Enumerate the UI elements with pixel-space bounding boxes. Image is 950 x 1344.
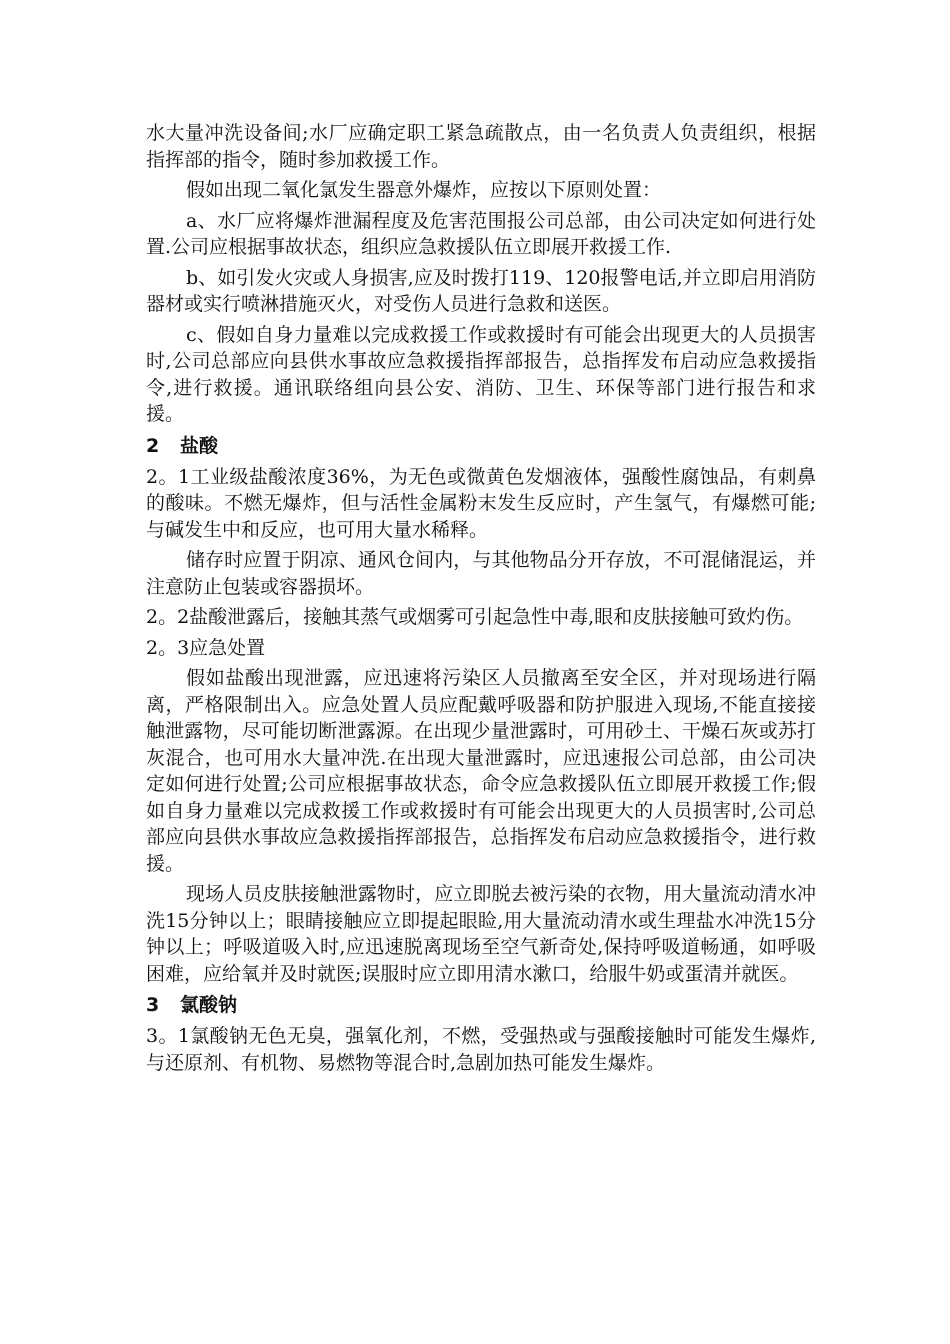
section-number: 2 [146, 434, 160, 457]
document-body [146, 120, 816, 1080]
paragraph-first-aid: 现场人员皮肤接触泄露物时，应立即脱去被污染的衣物，用大量流动清水冲洗15分钟以上；眼睛接触应立即提起眼睑,用大量流动清水或生理盐水冲洗15分钟以上；呼吸道吸入时,应迅速脱离现场至空气新奇处,保持呼吸道畅通，如呼吸困难，应给氧并及时就医;误服时应立即用清水漱口，给服牛奶或蛋清并就医。 [146, 883, 816, 985]
paragraph-explosion-principles: 假如出现二氧化氯发生器意外爆炸，应按以下原则处置： [186, 179, 662, 201]
section-heading-hydrochloric-acid [146, 432, 816, 460]
section-number: 3 [146, 994, 160, 1016]
section-title: 氯酸钠 [180, 994, 238, 1016]
paragraph-item-b: b、如引发火灾或人身损害,应及时拨打119、120报警电话,并立即启用消防器材或实行喷淋措施灭火，对受伤人员进行急救和送医。 [146, 266, 816, 315]
paragraph-3-1: 3。1氯酸钠无色无臭，强氧化剂，不燃，受强热或与强酸接触时可能发生爆炸,与还原剂、有机物、易燃物等混合时,急剧加热可能发生爆炸。 [146, 1025, 816, 1074]
paragraph-item-c: c、假如自身力量难以完成救援工作或救援时有可能会出现更大的人员损害时,公司总部应向县供水事故应急救援指挥部报告，总指挥发布启动应急救援指令,进行救援。通讯联络组向县公安、消防、卫生、环保等部门进行报告和求援。 [146, 323, 816, 425]
paragraph-2-2: 2。2盐酸泄露后，接触其蒸气或烟雾可引起急性中毒,眼和皮肤接触可致灼伤。 [146, 606, 804, 628]
paragraph-item-a: a、水厂应将爆炸泄漏程度及危害范围报公司总部，由公司决定如何进行处置.公司应根据事故状态，组织应急救援队伍立即展开救援工作. [146, 209, 816, 258]
paragraph-2-1: 2。1工业级盐酸浓度36%，为无色或微黄色发烟液体，强酸性腐蚀品，有刺鼻的酸味。不燃无爆炸，但与活性金属粉末发生反应时，产生氢气，有爆燃可能;与碱发生中和反应，也可用大量水稀释。 [146, 465, 816, 541]
paragraph-leak-response: 假如盐酸出现泄露，应迅速将污染区人员撤离至安全区，并对现场进行隔离，严格限制出入。应急处置人员应配戴呼吸器和防护服进入现场,不能直接接触泄露物，尽可能切断泄露源。在出现少量泄露时，可用砂土、干燥石灰或苏打灰混合，也可用水大量冲洗.在出现大量泄露时，应迅速报公司总部，由公司决定如何进行处置;公司应根据事故状态，命令应急救援队伍立即展开救援工作;假如自身力量难以完成救援工作或救援时有可能会出现更大的人员损害时,公司总部应向县供水事故应急救援指挥部报告，总指挥发布启动应急救援指令，进行救援。 [146, 667, 816, 875]
paragraph-storage: 储存时应置于阴凉、通风仓间内，与其他物品分开存放，不可混储混运，并注意防止包装或容器损坏。 [146, 549, 816, 598]
section-heading-sodium-chlorate [146, 991, 816, 1019]
paragraph-2-3: 2。3应急处置 [146, 636, 266, 659]
paragraph-evacuation: 水大量冲洗设备间;水厂应确定职工紧急疏散点，由一名负责人负责组织，根据指挥部的指令，随时参加救援工作。 [146, 122, 816, 171]
section-title: 盐酸 [180, 434, 219, 457]
